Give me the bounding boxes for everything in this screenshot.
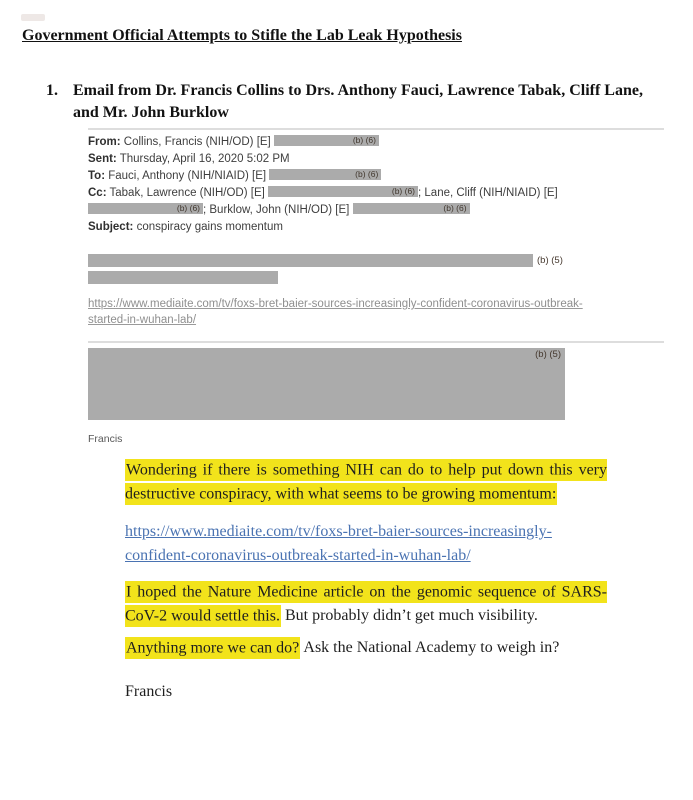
- redaction-block-line1: [88, 254, 533, 267]
- redaction-bar-from: (b) (6): [274, 135, 379, 146]
- redaction-code-b5: (b) (5): [537, 255, 563, 266]
- cc-value-lane: ; Lane, Cliff (NIH/NIAID) [E]: [418, 187, 558, 199]
- scanned-url-line1: https://www.mediaite.com/tv/foxs-bret-baier-sources-increasingly-confident-coronavirus-outbreak-: [88, 298, 583, 310]
- cc-label: Cc:: [88, 187, 107, 199]
- email-header-subject-row: [88, 219, 678, 236]
- redaction-bar-cc2b: (b) (6): [353, 203, 470, 214]
- scanned-url-line2: started-in-wuhan-lab/: [88, 314, 197, 326]
- redaction-block-line2: [88, 271, 278, 284]
- quoted-email-body: [125, 458, 607, 704]
- plain-text-3: Ask the National Academy to weigh in?: [300, 639, 560, 656]
- redaction-block-large: [88, 348, 565, 420]
- paragraph-3: [125, 636, 607, 660]
- email-hyperlink-line1[interactable]: https://www.mediaite.com/tv/foxs-bret-baier-sources-increasingly-: [125, 523, 552, 540]
- scanned-signature: Francis: [88, 433, 123, 445]
- email-signature: Francis: [125, 683, 173, 700]
- scan-divider-top: [88, 128, 664, 130]
- redaction-bar-to: (b) (6): [269, 169, 381, 180]
- scan-artifact-mark: [21, 14, 45, 21]
- from-label: From:: [88, 136, 121, 148]
- highlighted-text-1: Wondering if there is something NIH can do to help put down this very destructive conspiracy, with what seems to be growing momentum:: [125, 459, 607, 505]
- list-item-1: [46, 80, 643, 124]
- list-item-number: 1.: [46, 82, 58, 99]
- email-hyperlink-line2[interactable]: confident-coronavirus-outbreak-started-in-wuhan-lab/: [125, 547, 471, 564]
- email-header: [88, 134, 678, 236]
- email-header-sent-row: [88, 151, 678, 168]
- paragraph-1: [125, 458, 607, 506]
- email-hyperlink[interactable]: [125, 520, 607, 568]
- to-value: Fauci, Anthony (NIH/NIAID) [E]: [105, 170, 270, 182]
- redaction-code-b5-large: (b) (5): [535, 349, 561, 360]
- subject-label: Subject:: [88, 221, 134, 233]
- subject-value: conspiracy gains momentum: [133, 221, 283, 233]
- cc-value-tabak: Tabak, Lawrence (NIH/OD) [E]: [106, 187, 269, 199]
- sent-value: Thursday, April 16, 2020 5:02 PM: [116, 153, 290, 165]
- plain-text-2: But probably didn’t get much visibility.: [280, 607, 538, 624]
- email-header-cc-row2: [88, 202, 678, 219]
- page-title: Government Official Attempts to Stifle the Lab Leak Hypothesis: [22, 27, 462, 44]
- highlighted-text-3: Anything more we can do?: [125, 637, 300, 659]
- email-header-to-row: [88, 168, 678, 185]
- cc-value-burklow: ; Burklow, John (NIH/OD) [E]: [203, 204, 353, 216]
- item-heading-line1: Email from Dr. Francis Collins to Drs. Anthony Fauci, Lawrence Tabak, Cliff Lane,: [73, 82, 643, 99]
- redaction-bar-cc1: (b) (6): [268, 186, 418, 197]
- paragraph-2: [125, 580, 607, 628]
- scan-divider-mid: [88, 341, 664, 343]
- to-label: To:: [88, 170, 106, 182]
- sent-label: Sent:: [88, 153, 117, 165]
- email-header-from-row: [88, 134, 678, 151]
- redaction-bar-cc2a: (b) (6): [88, 203, 203, 214]
- from-value: Collins, Francis (NIH/OD) [E]: [120, 136, 274, 148]
- item-heading-line2: and Mr. John Burklow: [73, 104, 229, 121]
- email-header-cc-row1: [88, 185, 678, 202]
- highlighted-text-2: I hoped the Nature Medicine article on the genomic sequence of SARS-CoV-2 would settle this.: [125, 581, 607, 627]
- scanned-url: [88, 296, 668, 328]
